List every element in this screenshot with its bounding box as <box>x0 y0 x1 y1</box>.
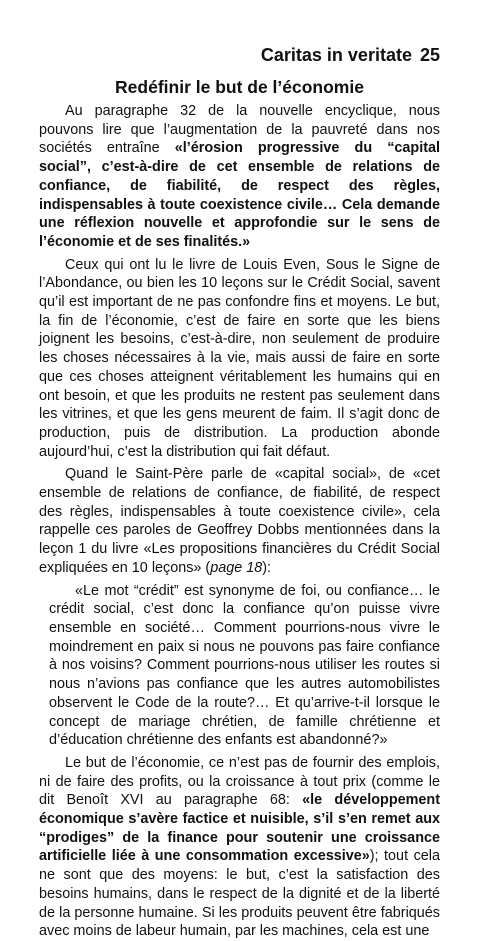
encyclical-quote-68: «le développement économique s’avère factice et nuisible, s’il s’en remet aux “prodiges” de la finance pour soutenir une croissance artificielle liée à une consommation excessive» <box>39 792 440 865</box>
paragraph-text: ); tout cela ne sont que des moyens: le but, c’est la satisfaction des besoins humains, dans le respect de la dignité et de la liberté de la personne humaine. Si les produits peuvent être fabriqués avec moins de labeur humain, par les machines, cela est une <box>39 848 440 940</box>
dobbs-quote <box>39 582 440 750</box>
paragraph-text: «Le mot “crédit” est synonyme de foi, ou confiance… le crédit social, c’est donc la confiance qu’on puisse vivre ensemble en société… Comment pourrions-nous vivre le moindrement en paix si nous ne pouvons pas faire confiance à nos voisins? Comment pourrions-nous utiliser les routes si nous n’avions pas confiance que les autres automobilistes observent le Code de la route?… Et qu’arrive-t-il lorsque le concept de mariage chrétien, de famille chrétienne et d’éducation chrétienne des enfants est abandonné?» <box>49 582 440 749</box>
paragraph-intro <box>39 102 440 252</box>
running-header-title: Caritas in veritate <box>260 45 412 65</box>
encyclical-quote-32: «l’érosion progressive du “capital social”, c’est-à-dire de cet ensemble de relations de confiance, de fiabilité, de respect des règles, indispensables à toute coexistence civile… Cela demande une réflexion nouvelle et approfondie sur le sens de l’économie et de ses finalités.» <box>39 140 440 250</box>
running-header <box>39 44 440 66</box>
paragraph-but-economie <box>39 754 440 941</box>
section-title: Redéfinir le but de l’économie <box>115 77 364 97</box>
paragraph-text: ): <box>262 559 272 576</box>
page-number: 25 <box>419 45 440 65</box>
paragraph-text: Quand le Saint-Père parle de «capital social», de «cet ensemble de relations de confiance, de fiabilité, de respect des règles, indispensables à toute coexistence civile», cela rappelle ces paroles de Geoffrey Dobbs mentionnées dans la leçon 1 du livre «Les propositions financières du Crédit Social expliquées en 10 leçons» ( <box>39 466 440 576</box>
paragraph-capital-social <box>39 465 440 577</box>
paragraph-louis-even <box>39 256 440 462</box>
paragraph-text: Le but de l’économie, ce n’est pas de fournir des emplois, ni de faire des profits, ou la croissance à tout prix (comme le dit Benoît XVI au paragraphe 68: <box>39 754 440 809</box>
page-reference: page 18 <box>210 559 263 576</box>
paragraph-text: Au paragraphe 32 de la nouvelle encyclique, nous pouvons lire que l’augmentation de la pauvreté dans nos sociétés entraîne <box>39 103 440 157</box>
paragraph-text: Ceux qui ont lu le livre de Louis Even, Sous le Signe de l’Abondance, ou bien les 10 leçons sur le Crédit Social, savent qu’il est important de ne pas confondre fins et moyens. Le but, la fin de l’économie, c’est de faire en sorte que les biens joignent les besoins, c’est-à-dire, non seulement de produire les choses nécessaires à la vie, mais aussi de faire en sorte que ces choses atteignent véritablement les humains qui en ont besoin, et que les produits ne restent pas seulement dans les vitrines, et que les gens meurent de faim. Il s’agit donc de production, puis de distribution. La production abonde aujourd’hui, c’est la distribution qui fait défaut. <box>39 256 440 460</box>
